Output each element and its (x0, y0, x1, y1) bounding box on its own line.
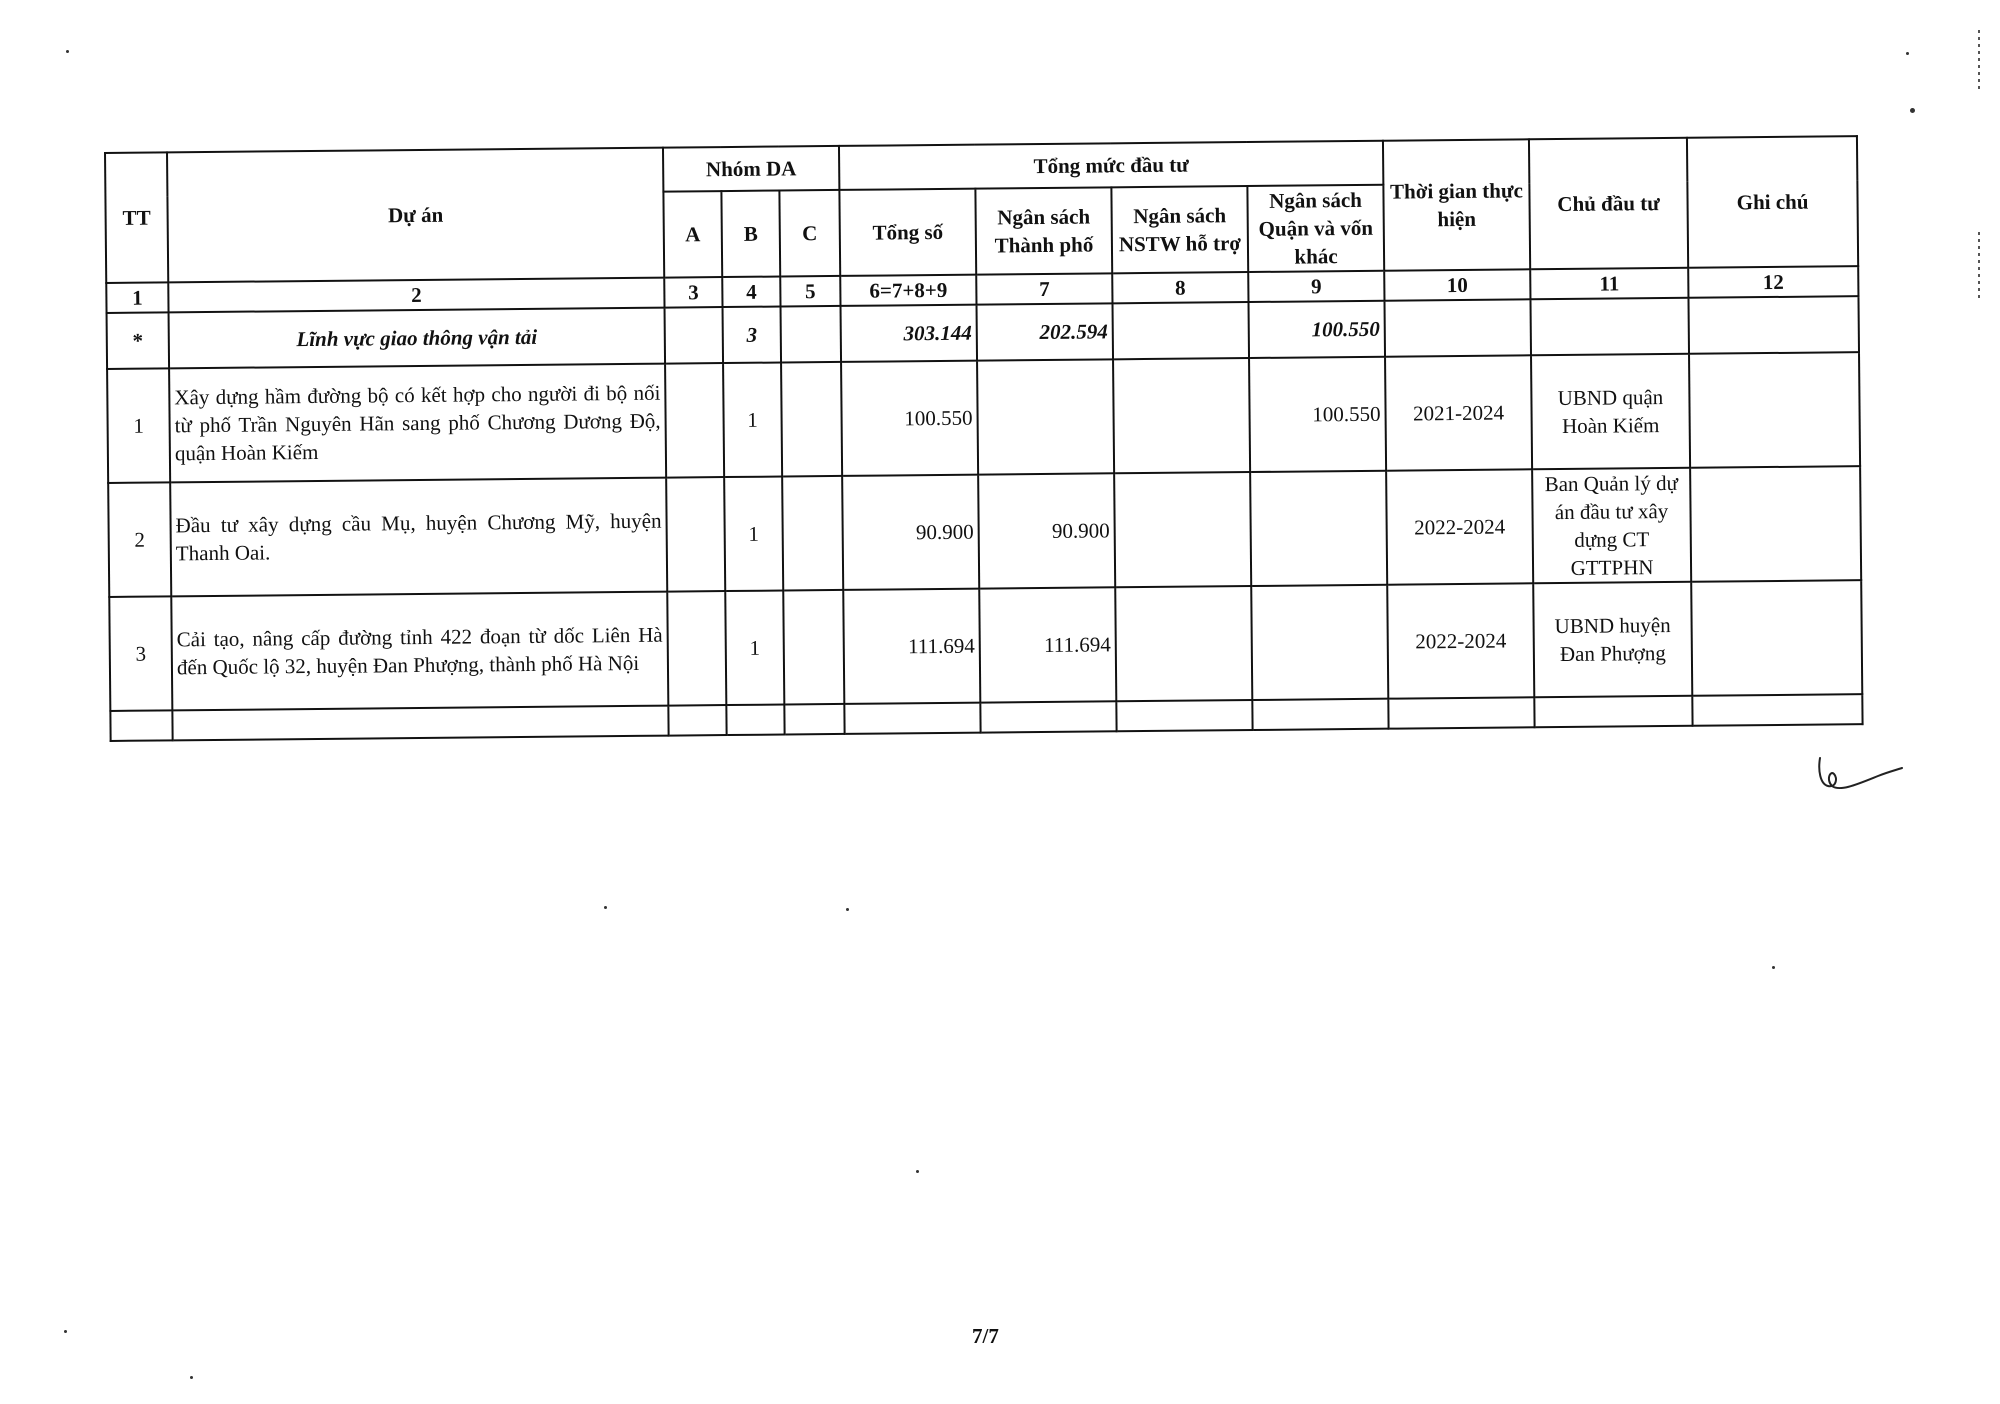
row-ns-quan (1250, 471, 1387, 586)
row-group-b: 1 (725, 591, 784, 706)
sector-group-a (665, 307, 724, 364)
header-tong-muc-dau-tu: Tổng mức đầu tư (839, 141, 1383, 190)
row-ns-nstw (1114, 472, 1251, 587)
row-ns-thanh-pho: 90.900 (978, 473, 1115, 588)
row-du-an: Đầu tư xây dựng cầu Mụ, huyện Chương Mỹ, huyện Thanh Oai. (170, 478, 667, 597)
sector-marker: * (107, 312, 170, 369)
row-tong-so: 90.900 (842, 475, 979, 590)
sector-chu-dau-tu (1530, 298, 1689, 356)
row-ns-thanh-pho (977, 359, 1114, 474)
row-group-b: 1 (724, 477, 783, 592)
table-row (107, 352, 1860, 483)
row-ns-nstw (1113, 358, 1250, 473)
row-ns-nstw (1115, 586, 1252, 701)
scan-speck (1906, 52, 1909, 55)
header-chu-dau-tu: Chủ đầu tư (1529, 138, 1688, 270)
scan-edge-mark (1978, 30, 1980, 90)
sector-tong-so: 303.144 (841, 305, 978, 362)
sector-thoi-gian (1385, 299, 1532, 356)
row-thoi-gian: 2022-2024 (1387, 583, 1534, 698)
row-thoi-gian: 2022-2024 (1386, 469, 1533, 584)
row-ghi-chu (1689, 352, 1860, 468)
header-group-c: C (779, 190, 840, 277)
row-chu-dau-tu: UBND quận Hoàn Kiếm (1531, 354, 1690, 470)
row-du-an: Xây dựng hầm đường bộ có kết hợp cho người đi bộ nối từ phố Trần Nguyên Hãn sang phố Chương Dương Độ, quận Hoàn Kiếm (169, 364, 666, 483)
header-ns-nstw: Ngân sách NSTW hỗ trợ (1111, 186, 1248, 273)
scan-speck (1910, 108, 1915, 113)
row-thoi-gian: 2021-2024 (1385, 355, 1532, 470)
row-ns-thanh-pho: 111.694 (979, 587, 1116, 702)
index-cell: 10 (1384, 269, 1530, 300)
index-cell: 8 (1112, 272, 1248, 303)
row-ns-quan: 100.550 (1249, 357, 1386, 472)
scan-speck (66, 50, 69, 53)
row-group-c (781, 362, 842, 477)
row-ns-quan (1251, 585, 1388, 700)
scan-speck (190, 1376, 193, 1379)
row-group-c (783, 590, 844, 705)
header-group-b: B (721, 191, 780, 278)
index-cell: 7 (976, 273, 1112, 304)
index-cell: 11 (1530, 268, 1688, 300)
row-chu-dau-tu: UBND huyện Đan Phượng (1533, 582, 1692, 698)
sector-ns-nstw (1113, 302, 1250, 359)
scan-speck (916, 1170, 919, 1173)
row-tong-so: 111.694 (843, 589, 980, 704)
row-tong-so: 100.550 (841, 361, 978, 476)
index-cell: 6=7+8+9 (840, 275, 976, 306)
index-cell: 2 (168, 278, 664, 313)
header-group-a: A (663, 191, 722, 278)
row-group-b: 1 (723, 363, 782, 478)
header-ghi-chu: Ghi chú (1687, 136, 1858, 268)
header-tong-so: Tổng số (839, 189, 976, 276)
index-cell: 12 (1688, 266, 1858, 298)
signature-initial-icon (1808, 740, 1908, 800)
header-thoi-gian: Thời gian thực hiện (1383, 139, 1530, 270)
header-du-an: Dự án (167, 148, 664, 283)
sector-group-c (781, 306, 842, 363)
scan-speck (846, 908, 849, 911)
row-tt: 2 (108, 482, 171, 597)
row-ghi-chu (1691, 580, 1862, 696)
header-ns-thanh-pho: Ngân sách Thành phố (975, 187, 1112, 274)
sector-ns-quan: 100.550 (1249, 301, 1386, 358)
sector-ns-thanh-pho: 202.594 (977, 303, 1114, 360)
index-cell: 3 (664, 277, 722, 308)
scan-speck (604, 906, 607, 909)
row-tt: 3 (109, 596, 172, 711)
investment-table (104, 135, 1864, 742)
sector-ghi-chu (1688, 296, 1859, 354)
table-row (109, 580, 1862, 711)
index-cell: 4 (722, 277, 780, 308)
row-group-a (666, 477, 725, 592)
header-nhom-da: Nhóm DA (663, 146, 839, 192)
index-cell: 5 (780, 276, 840, 307)
row-group-c (782, 476, 843, 591)
scan-speck (64, 1330, 67, 1333)
row-group-a (665, 363, 724, 478)
header-ns-quan: Ngân sách Quận và vốn khác (1247, 185, 1384, 272)
row-ghi-chu (1690, 466, 1861, 582)
scan-speck (1772, 966, 1775, 969)
index-cell: 1 (106, 282, 168, 313)
scan-edge-mark (1978, 232, 1980, 302)
sector-group-b: 3 (723, 307, 782, 364)
row-group-a (667, 591, 726, 706)
sector-name: Lĩnh vực giao thông vận tải (169, 308, 666, 369)
row-tt: 1 (107, 368, 170, 483)
row-chu-dau-tu: Ban Quản lý dự án đầu tư xây dựng CT GTTPHN (1532, 468, 1691, 584)
page-number: 7/7 (972, 1324, 999, 1348)
row-du-an: Cải tạo, nâng cấp đường tỉnh 422 đoạn từ dốc Liên Hà đến Quốc lộ 32, huyện Đan Phượng, thành phố Hà Nội (171, 592, 668, 711)
index-cell: 9 (1248, 271, 1384, 302)
table-row (108, 466, 1861, 597)
header-tt: TT (105, 152, 168, 283)
